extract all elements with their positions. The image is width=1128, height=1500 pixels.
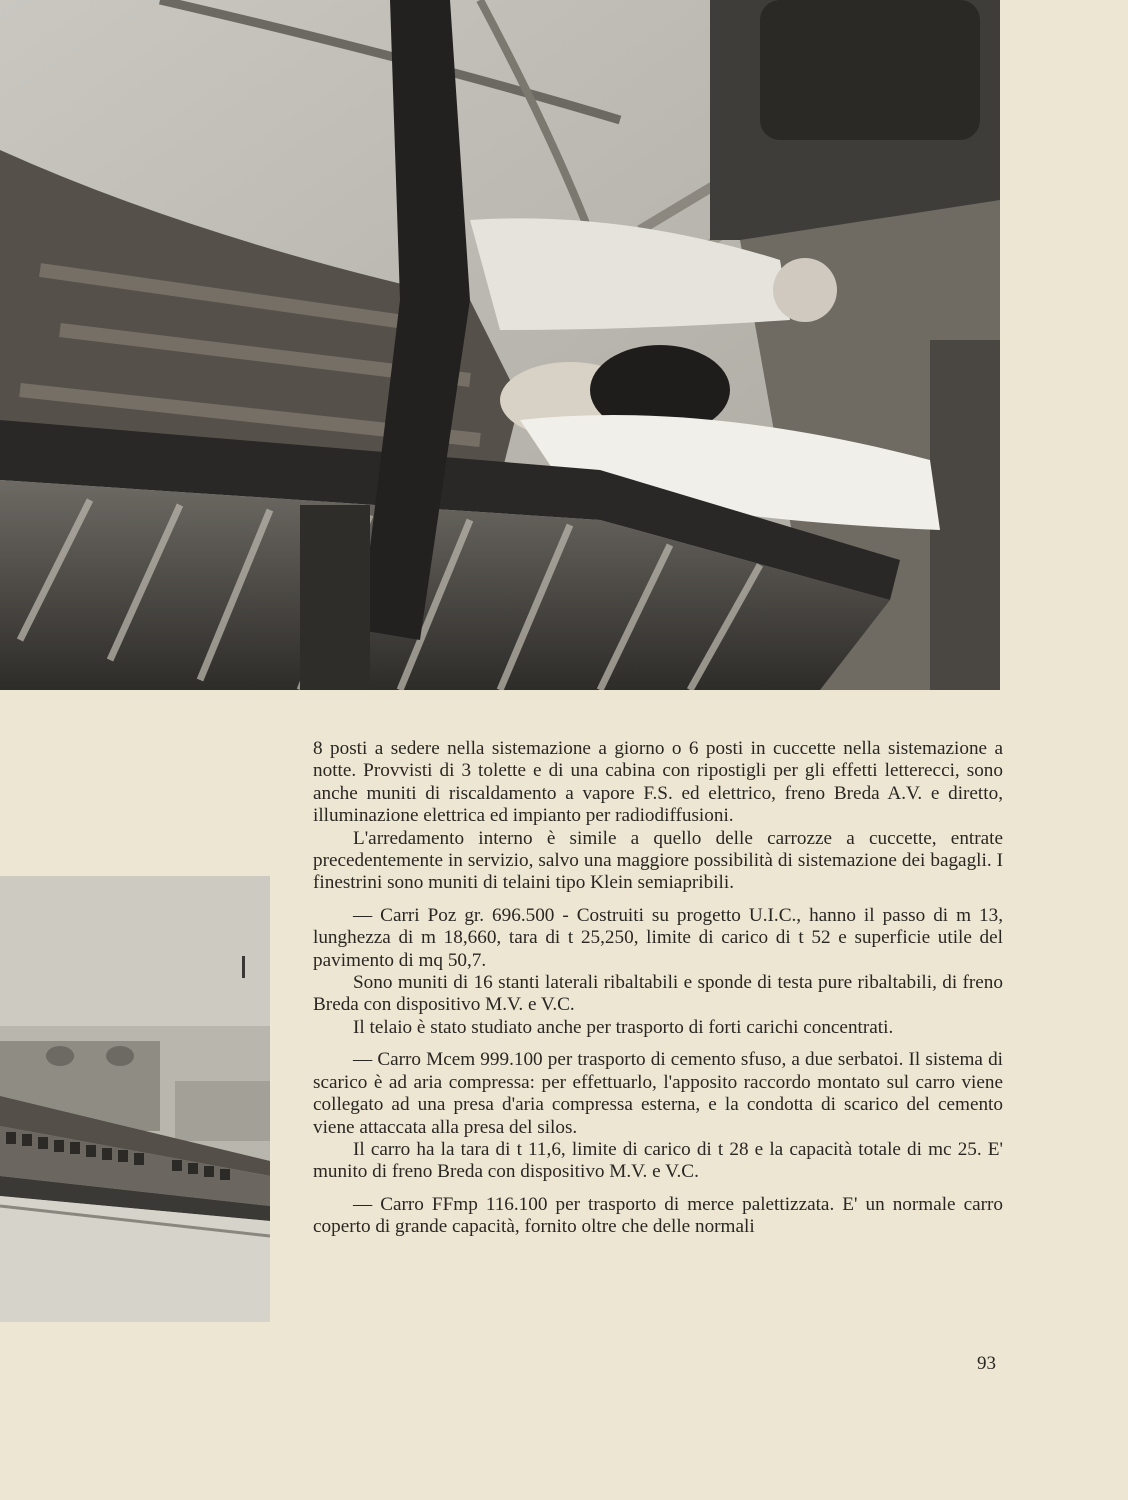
paragraph: Sono muniti di 16 stanti laterali ribaltabili e sponde di testa pure ribaltabili, di freno Breda con dispositivo M.V. e V.C. (313, 972, 1003, 1016)
paragraph: L'arredamento interno è simile a quello delle carrozze a cuccette, entrate precedentemente in servizio, salvo una maggiore possibilità di sistemazione dei bagagli. I finestrini sono muniti di telaini tipo Klein semiapribili. (313, 827, 1003, 894)
paragraph: Il telaio è stato studiato anche per trasporto di forti carichi concentrati. (353, 1016, 894, 1038)
paragraph-carri-poz: — Carri Poz gr. 696.500 - Costruiti su progetto U.I.C., hanno il passo di m 13, lunghezza di m 18,660, tara di t 25,250, limite di carico di t 52 e superficie utile del pavimento di mq 50,7. (313, 904, 1003, 971)
page-number: 93 (977, 1353, 996, 1374)
sleeper-berth-photo (0, 0, 1000, 690)
paragraph-carro-ffmp: — Carro FFmp 116.100 per trasporto di merce palettizzata. E' un normale carro coperto di grande capacità, fornito oltre che delle normali (313, 1193, 1003, 1238)
paragraph: Il carro ha la tara di t 11,6, limite di carico di t 28 e la capacità totale di mc 25. E' munito di freno Breda con dispositivo M.V. e V.C. (313, 1138, 1003, 1183)
paragraph-carro-mcem: — Carro Mcem 999.100 per trasporto di cemento sfuso, a due serbatoi. Il sistema di scarico è ad aria compressa: per effettuarlo, l'apposito raccordo montato sul carro viene collegato ad una presa d'aria compressa esterna, e la condotta di scarico del cemento viene attaccata alla presa del silos. (313, 1049, 1003, 1138)
train-station-photo (0, 876, 270, 1322)
paragraph: 8 posti a sedere nella sistemazione a giorno o 6 posti in cuccette nella sistemazione a notte. Provvisti di 3 tolette e di una cabina con ripostigli per gli effetti letterecci, sono anche muniti di riscaldamento a vapore F.S. ed elettrico, freno Breda A.V. e diretto, illuminazione elettrica ed impianto per radiodiffusioni. (313, 738, 1003, 827)
article-text (313, 738, 1003, 1239)
